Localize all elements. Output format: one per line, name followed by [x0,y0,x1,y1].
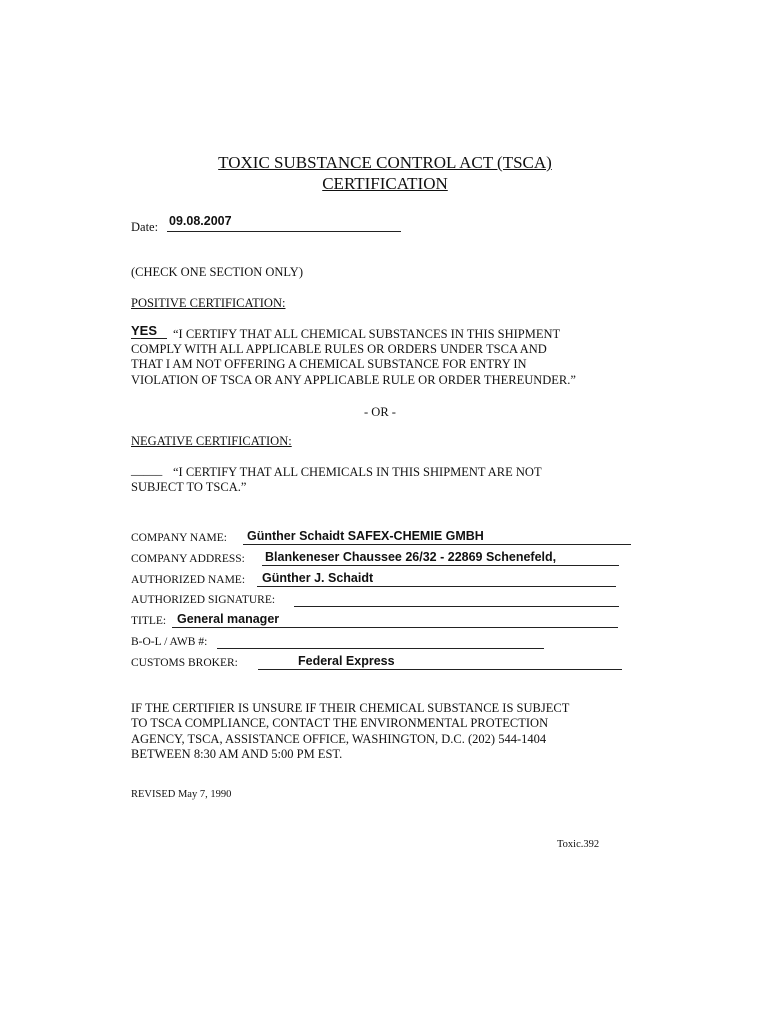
authorized-signature-label: AUTHORIZED SIGNATURE: [131,594,276,606]
date-label: Date: [131,220,159,234]
positive-certification-heading: POSITIVE CERTIFICATION: [131,296,286,310]
or-separator: - OR - [364,405,396,419]
customs-broker-line [258,669,622,670]
positive-mark-line [131,338,167,339]
positive-mark-value[interactable]: YES [131,323,158,338]
title-line [172,627,618,628]
date-value[interactable]: 09.08.2007 [169,214,232,228]
form-code: Toxic.392 [557,839,600,850]
positive-text-line3: THAT I AM NOT OFFERING A CHEMICAL SUBSTANCE FOR ENTRY IN [131,357,527,371]
customs-broker-value[interactable]: Federal Express [298,654,395,668]
company-name-label: COMPANY NAME: [131,532,227,544]
positive-text-line1: “I CERTIFY THAT ALL CHEMICAL SUBSTANCES IN THIS SHIPMENT [173,327,561,341]
authorized-name-value[interactable]: Günther J. Schaidt [262,571,374,585]
notice-line1: IF THE CERTIFIER IS UNSURE IF THEIR CHEMICAL SUBSTANCE IS SUBJECT [131,701,570,715]
negative-text-line1: “I CERTIFY THAT ALL CHEMICALS IN THIS SHIPMENT ARE NOT [173,465,542,479]
title-label: TITLE: [131,615,167,627]
revised-date: REVISED May 7, 1990 [131,789,232,800]
negative-text-line2: SUBJECT TO TSCA.” [131,480,247,494]
negative-mark-blank[interactable]: _____ [131,463,163,477]
authorized-name-label: AUTHORIZED NAME: [131,574,246,586]
notice-line3: AGENCY, TSCA, ASSISTANCE OFFICE, WASHINGTON, D.C. (202) 544-1404 [131,732,547,746]
notice-line4: BETWEEN 8:30 AM AND 5:00 PM EST. [131,747,343,761]
bol-awb-label: B-O-L / AWB #: [131,636,208,648]
positive-text-line4: VIOLATION OF TSCA OR ANY APPLICABLE RULE OR ORDER THEREUNDER.” [131,373,576,387]
company-name-value[interactable]: Günther Schaidt SAFEX-CHEMIE GMBH [247,529,484,543]
positive-text-line2: COMPLY WITH ALL APPLICABLE RULES OR ORDERS UNDER TSCA AND [131,342,547,356]
check-one-instruction: (CHECK ONE SECTION ONLY) [131,265,303,279]
title-value[interactable]: General manager [177,612,280,626]
authorized-name-line [257,586,616,587]
company-address-value[interactable]: Blankeneser Chaussee 26/32 - 22869 Schenefeld, [265,550,557,564]
form-title-line1: TOXIC SUBSTANCE CONTROL ACT (TSCA) [218,153,552,172]
company-address-label: COMPANY ADDRESS: [131,553,245,565]
form-title-line2: CERTIFICATION [322,174,448,193]
date-line [167,231,401,232]
company-address-line [262,565,619,566]
customs-broker-label: CUSTOMS BROKER: [131,657,238,669]
negative-certification-heading: NEGATIVE CERTIFICATION: [131,434,292,448]
company-name-line [243,544,631,545]
bol-awb-line [217,648,544,649]
notice-line2: TO TSCA COMPLIANCE, CONTACT THE ENVIRONMENTAL PROTECTION [131,716,549,730]
authorized-signature-line [294,606,619,607]
